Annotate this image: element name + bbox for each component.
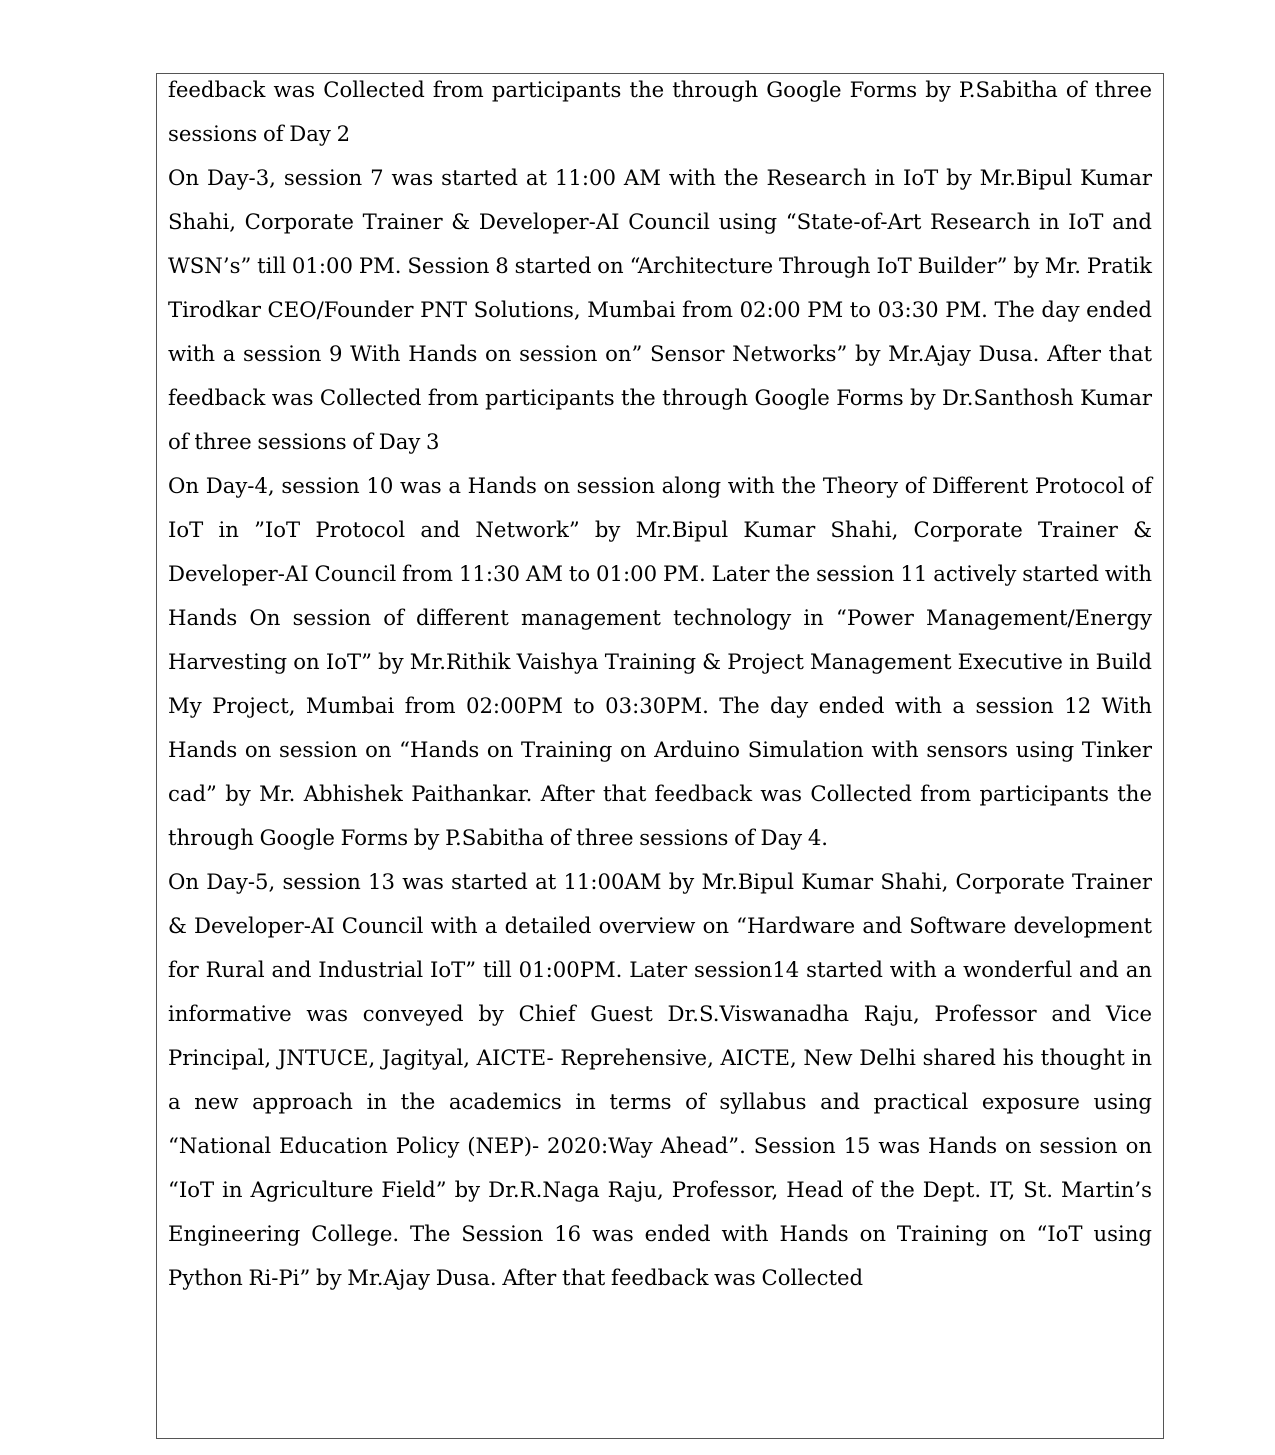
paragraph-day5: On Day-5, session 13 was started at 11:00AM by Mr.Bipul Kumar Shahi, Corporate Trainer & Developer-AI Council with a detailed overview on “Hardware and Software development for Rural and Industrial IoT” till 01:00PM. Later session14 started with a wonderful and an informative was conveyed by Chief Guest Dr.S.Viswanadha Raju, Professor and Vice Principal, JNTUCE, Jagityal, AICTE- Reprehensive, AICTE, New Delhi shared his thought in a new approach in the academics in terms of syllabus and practical exposure using “National Education Policy (NEP)- 2020:Way Ahead”. Session 15 was Hands on session on “IoT in Agriculture Field” by Dr.R.Naga Raju, Professor, Head of the Dept. IT, St. Martin’s Engineering College. The Session 16 was ended with Hands on Training on “IoT using Python Ri-Pi” by Mr.Ajay Dusa. After that feedback was Collected (168, 869, 1152, 1290)
report-text-box (156, 73, 1164, 1439)
paragraph-day4: On Day-4, session 10 was a Hands on session along with the Theory of Different Protocol of IoT in ”IoT Protocol and Network” by Mr.Bipul Kumar Shahi, Corporate Trainer & Developer-AI Council from 11:30 AM to 01:00 PM. Later the session 11 actively started with Hands On session of different management technology in “Power Management/Energy Harvesting on IoT” by Mr.Rithik Vaishya Training & Project Management Executive in Build My Project, Mumbai from 02:00PM to 03:30PM. The day ended with a session 12 With Hands on session on “Hands on Training on Arduino Simulation with sensors using Tinker cad” by Mr. Abhishek Paithankar. After that feedback was Collected from participants the through Google Forms by P.Sabitha of three sessions of Day 4. (168, 473, 1152, 850)
paragraph-day2-feedback: feedback was Collected from participants the through Google Forms by P.Sabitha of three sessions of Day 2 (168, 77, 1152, 146)
paragraph-day3: On Day-3, session 7 was started at 11:00 AM with the Research in IoT by Mr.Bipul Kumar Shahi, Corporate Trainer & Developer-AI Council using “State-of-Art Research in IoT and WSN’s” till 01:00 PM. Session 8 started on “Architecture Through IoT Builder” by Mr. Pratik Tirodkar CEO/Founder PNT Solutions, Mumbai from 02:00 PM to 03:30 PM. The day ended with a session 9 With Hands on session on” Sensor Networks” by Mr.Ajay Dusa. After that feedback was Collected from participants the through Google Forms by Dr.Santhosh Kumar of three sessions of Day 3 (168, 165, 1152, 454)
